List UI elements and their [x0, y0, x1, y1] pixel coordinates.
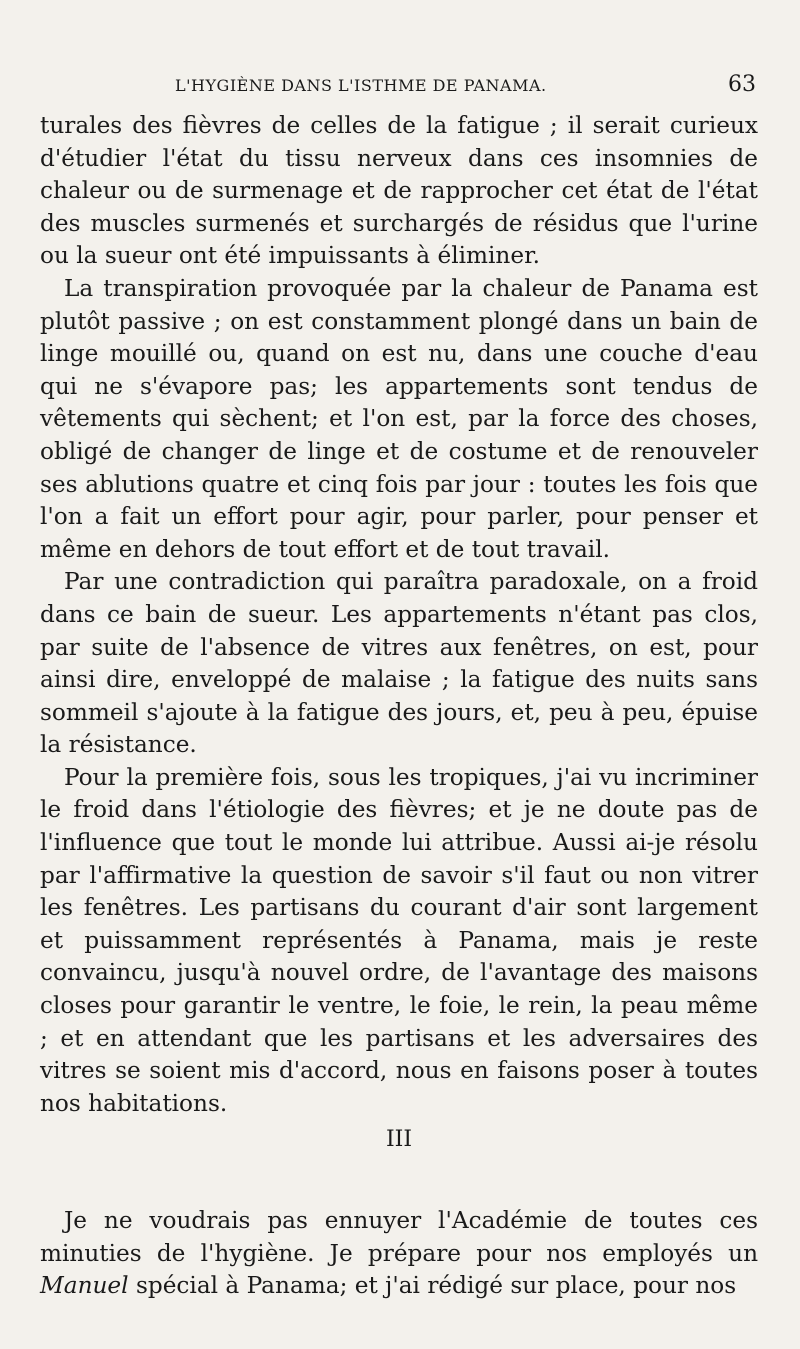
- body-text: [40, 110, 758, 1303]
- page-header: [40, 72, 760, 102]
- final-text-italic: Manuel: [40, 1272, 129, 1300]
- section-heading: III: [385, 1127, 413, 1153]
- paragraph-transpiration: La transpiration provoquée par la chaleur de Panama est plutôt passive ; on est constamment plongé dans un bain de linge mouillé ou, quand on est nu, dans une couche d'eau qui ne s'évapore pas; les appartements sont tendus de vêtements qui sèchent; et l'on est, par la force des choses, obligé de changer de linge et de costume et de renouveler ses ablutions quatre et cinq fois par jour : toutes les fois que l'on a fait un effort pour agir, pour parler, pour penser et même en dehors de tout effort et de tout travail.: [40, 274, 758, 563]
- paragraph-continuation: turales des fièvres de celles de la fatigue ; il serait curieux d'étudier l'état du tissu nerveux dans ces insomnies de chaleur ou de surmenage et de rapprocher cet état de l'état des muscles surmenés et surchargés de résidus que l'urine ou la sueur ont été impuissants à éliminer.: [40, 112, 758, 270]
- paragraph-final: [40, 1205, 758, 1303]
- paragraph-contradiction: Par une contradiction qui paraîtra paradoxale, on a froid dans ce bain de sueur. Les appartements n'étant pas clos, par suite de l'absence de vitres aux fenêtres, on est, pour ainsi dire, enveloppé de malaise ; la fatigue des nuits sans sommeil s'ajoute à la fatigue des jours, et, peu à peu, épuise la résistance.: [40, 568, 758, 759]
- final-text-before: Je ne voudrais pas ennuyer l'Académie de toutes ces minuties de l'hygiène. Je prépare pour nos employés un: [40, 1207, 758, 1267]
- page-number: 63: [728, 72, 756, 97]
- paragraph-froid: Pour la première fois, sous les tropiques, j'ai vu incriminer le froid dans l'étiologie des fièvres; et je ne doute pas de l'influence que tout le monde lui attribue. Aussi ai-je résolu par l'affirmative la question de savoir s'il faut ou non vitrer les fenêtres. Les partisans du courant d'air sont largement et puissamment représentés à Panama, mais je reste convaincu, jusqu'à nouvel ordre, de l'avantage des maisons closes pour garantir le ventre, le foie, le rein, la peau même ; et en attendant que les partisans et les adversaires des vitres se soient mis d'accord, nous en faisons poser à toutes nos habitations.: [40, 763, 758, 1117]
- final-text-after: spécial à Panama; et j'ai rédigé sur place, pour nos: [128, 1272, 737, 1300]
- running-title: L'HYGIÈNE DANS L'ISTHME DE PANAMA.: [175, 76, 547, 95]
